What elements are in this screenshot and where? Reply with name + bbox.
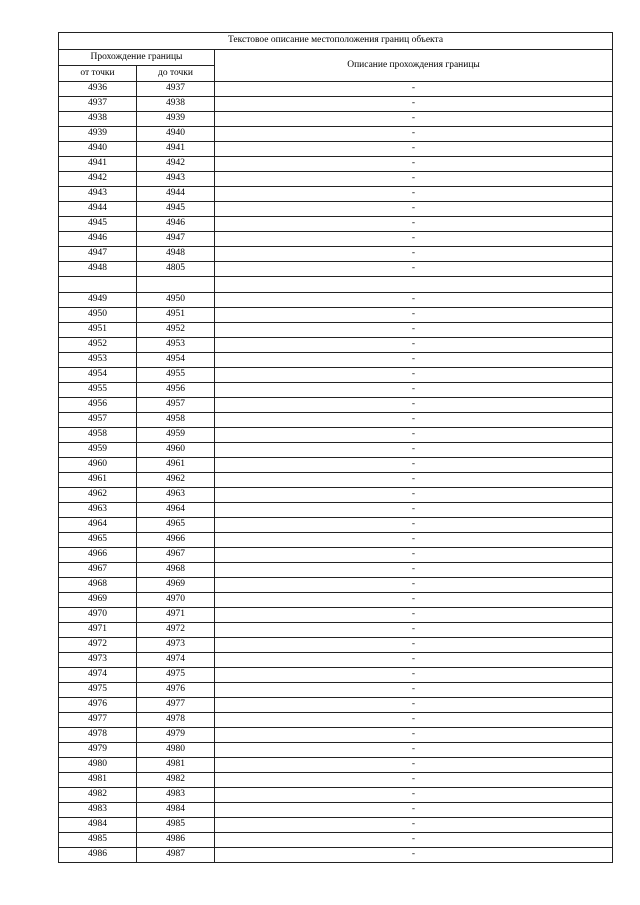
title-row [59,33,613,50]
table-row [59,217,613,232]
description-cell: - [215,848,613,863]
description-cell: - [215,383,613,398]
description-cell: - [215,758,613,773]
table-row [59,848,613,863]
description-cell: - [215,488,613,503]
to-point-cell: 4943 [137,172,215,187]
to-point-cell: 4978 [137,713,215,728]
description-cell: - [215,533,613,548]
to-point-cell: 4968 [137,563,215,578]
to-point-cell: 4951 [137,308,215,323]
boundary-description-table [58,32,613,863]
from-point-cell: 4955 [59,383,137,398]
to-point-cell: 4805 [137,262,215,277]
table-row [59,353,613,368]
table-row [59,262,613,277]
from-point-cell: 4956 [59,398,137,413]
to-point-cell: 4966 [137,533,215,548]
to-point-cell: 4976 [137,683,215,698]
table-row [59,473,613,488]
from-point-cell: 4982 [59,788,137,803]
table-row [59,458,613,473]
description-cell: - [215,458,613,473]
from-point-cell: 4959 [59,443,137,458]
to-point-cell: 4975 [137,668,215,683]
to-point-cell: 4942 [137,157,215,172]
to-point-cell: 4955 [137,368,215,383]
from-point-cell: 4981 [59,773,137,788]
header-row-1 [59,50,613,66]
description-cell: - [215,97,613,112]
from-point-cell: 4940 [59,142,137,157]
description-cell: - [215,743,613,758]
table-row [59,247,613,262]
description-cell: - [215,788,613,803]
description-cell: - [215,112,613,127]
description-cell [215,277,613,293]
table-row [59,563,613,578]
description-cell: - [215,232,613,247]
to-point-cell: 4937 [137,82,215,97]
description-cell: - [215,353,613,368]
to-point-cell: 4953 [137,338,215,353]
from-point-cell: 4939 [59,127,137,142]
to-point-cell: 4957 [137,398,215,413]
to-point-cell: 4944 [137,187,215,202]
table-row [59,818,613,833]
from-point-cell: 4980 [59,758,137,773]
table-row [59,773,613,788]
from-point-cell: 4969 [59,593,137,608]
table-row [59,97,613,112]
description-cell: - [215,127,613,142]
table-title: Текстовое описание местоположения границ объекта [59,33,613,50]
description-cell: - [215,638,613,653]
to-point-cell: 4967 [137,548,215,563]
from-point-cell: 4967 [59,563,137,578]
table-row [59,428,613,443]
from-point-cell: 4966 [59,548,137,563]
description-cell: - [215,713,613,728]
to-point-cell: 4962 [137,473,215,488]
to-point-cell: 4940 [137,127,215,142]
table-row [59,743,613,758]
to-point-cell: 4964 [137,503,215,518]
description-cell: - [215,262,613,277]
description-cell: - [215,608,613,623]
table-row [59,623,613,638]
to-point-cell: 4941 [137,142,215,157]
description-cell: - [215,503,613,518]
table-row [59,518,613,533]
to-point-cell: 4950 [137,293,215,308]
to-point-cell: 4971 [137,608,215,623]
from-point-cell: 4964 [59,518,137,533]
table-row [59,833,613,848]
from-point-cell: 4949 [59,293,137,308]
to-point-cell: 4969 [137,578,215,593]
description-cell: - [215,623,613,638]
description-cell: - [215,172,613,187]
description-cell: - [215,142,613,157]
from-point-cell: 4958 [59,428,137,443]
description-cell: - [215,398,613,413]
to-point-cell [137,277,215,293]
table-row [59,157,613,172]
from-point-cell: 4974 [59,668,137,683]
from-point-cell: 4936 [59,82,137,97]
to-point-cell: 4973 [137,638,215,653]
from-point-cell: 4942 [59,172,137,187]
table-row [59,338,613,353]
description-cell: - [215,247,613,262]
from-point-cell: 4957 [59,413,137,428]
table-row [59,803,613,818]
from-point-cell: 4977 [59,713,137,728]
description-cell: - [215,578,613,593]
to-point-cell: 4970 [137,593,215,608]
from-point-cell: 4941 [59,157,137,172]
from-point-cell: 4943 [59,187,137,202]
description-cell: - [215,473,613,488]
to-point-cell: 4965 [137,518,215,533]
table-row [59,758,613,773]
from-point-cell: 4979 [59,743,137,758]
table-row [59,578,613,593]
from-point-cell: 4985 [59,833,137,848]
table-row [59,308,613,323]
to-point-cell: 4972 [137,623,215,638]
from-point-cell: 4983 [59,803,137,818]
from-point-cell: 4975 [59,683,137,698]
description-cell: - [215,323,613,338]
from-point-cell: 4953 [59,353,137,368]
description-cell: - [215,728,613,743]
description-cell: - [215,413,613,428]
from-point-cell: 4948 [59,262,137,277]
to-point-cell: 4952 [137,323,215,338]
from-point-cell: 4963 [59,503,137,518]
description-cell: - [215,668,613,683]
table-row [59,293,613,308]
table-row [59,172,613,187]
table-row [59,187,613,202]
table-row [59,698,613,713]
to-point-cell: 4974 [137,653,215,668]
from-point-cell: 4984 [59,818,137,833]
from-point-cell [59,277,137,293]
table-row [59,323,613,338]
description-cell: - [215,548,613,563]
table-row [59,638,613,653]
description-cell: - [215,217,613,232]
description-cell: - [215,82,613,97]
description-cell: - [215,187,613,202]
to-point-cell: 4977 [137,698,215,713]
table-row [59,668,613,683]
to-point-cell: 4963 [137,488,215,503]
to-point-cell: 4956 [137,383,215,398]
description-cell: - [215,308,613,323]
from-point-cell: 4968 [59,578,137,593]
from-point-cell: 4938 [59,112,137,127]
description-cell: - [215,293,613,308]
from-point-cell: 4952 [59,338,137,353]
to-point-cell: 4986 [137,833,215,848]
table-row [59,593,613,608]
from-point-cell: 4945 [59,217,137,232]
from-point-cell: 4970 [59,608,137,623]
table-row [59,82,613,97]
column-header-to-point: до точки [137,66,215,82]
group-header-boundary-passage: Прохождение границы [59,50,215,66]
from-point-cell: 4962 [59,488,137,503]
from-point-cell: 4986 [59,848,137,863]
to-point-cell: 4954 [137,353,215,368]
to-point-cell: 4985 [137,818,215,833]
to-point-cell: 4947 [137,232,215,247]
to-point-cell: 4946 [137,217,215,232]
to-point-cell: 4945 [137,202,215,217]
description-cell: - [215,653,613,668]
description-cell: - [215,833,613,848]
to-point-cell: 4960 [137,443,215,458]
from-point-cell: 4954 [59,368,137,383]
to-point-cell: 4948 [137,247,215,262]
description-cell: - [215,428,613,443]
description-cell: - [215,698,613,713]
from-point-cell: 4946 [59,232,137,247]
to-point-cell: 4939 [137,112,215,127]
table-row [59,608,613,623]
table-row [59,488,613,503]
description-cell: - [215,202,613,217]
from-point-cell: 4947 [59,247,137,262]
to-point-cell: 4987 [137,848,215,863]
to-point-cell: 4981 [137,758,215,773]
table-row [59,728,613,743]
table-row [59,232,613,247]
description-cell: - [215,683,613,698]
column-header-description: Описание прохождения границы [215,50,613,82]
table-row [59,713,613,728]
table-row [59,683,613,698]
description-cell: - [215,563,613,578]
to-point-cell: 4979 [137,728,215,743]
table-row [59,127,613,142]
table-row [59,112,613,127]
table-row [59,202,613,217]
description-cell: - [215,593,613,608]
table-row [59,548,613,563]
table-row [59,277,613,293]
to-point-cell: 4983 [137,788,215,803]
description-cell: - [215,773,613,788]
description-cell: - [215,443,613,458]
from-point-cell: 4965 [59,533,137,548]
from-point-cell: 4937 [59,97,137,112]
description-cell: - [215,338,613,353]
table-row [59,142,613,157]
description-cell: - [215,818,613,833]
to-point-cell: 4959 [137,428,215,443]
from-point-cell: 4960 [59,458,137,473]
table-row [59,533,613,548]
to-point-cell: 4938 [137,97,215,112]
table-body [59,82,613,863]
description-cell: - [215,157,613,172]
to-point-cell: 4984 [137,803,215,818]
to-point-cell: 4980 [137,743,215,758]
from-point-cell: 4951 [59,323,137,338]
from-point-cell: 4944 [59,202,137,217]
to-point-cell: 4982 [137,773,215,788]
from-point-cell: 4972 [59,638,137,653]
description-cell: - [215,803,613,818]
table-row [59,443,613,458]
table-row [59,788,613,803]
to-point-cell: 4958 [137,413,215,428]
from-point-cell: 4950 [59,308,137,323]
from-point-cell: 4971 [59,623,137,638]
from-point-cell: 4978 [59,728,137,743]
column-header-from-point: от точки [59,66,137,82]
to-point-cell: 4961 [137,458,215,473]
from-point-cell: 4976 [59,698,137,713]
table-row [59,398,613,413]
table-row [59,413,613,428]
from-point-cell: 4973 [59,653,137,668]
from-point-cell: 4961 [59,473,137,488]
table-row [59,368,613,383]
table-row [59,383,613,398]
description-cell: - [215,518,613,533]
table-row [59,503,613,518]
description-cell: - [215,368,613,383]
table-row [59,653,613,668]
